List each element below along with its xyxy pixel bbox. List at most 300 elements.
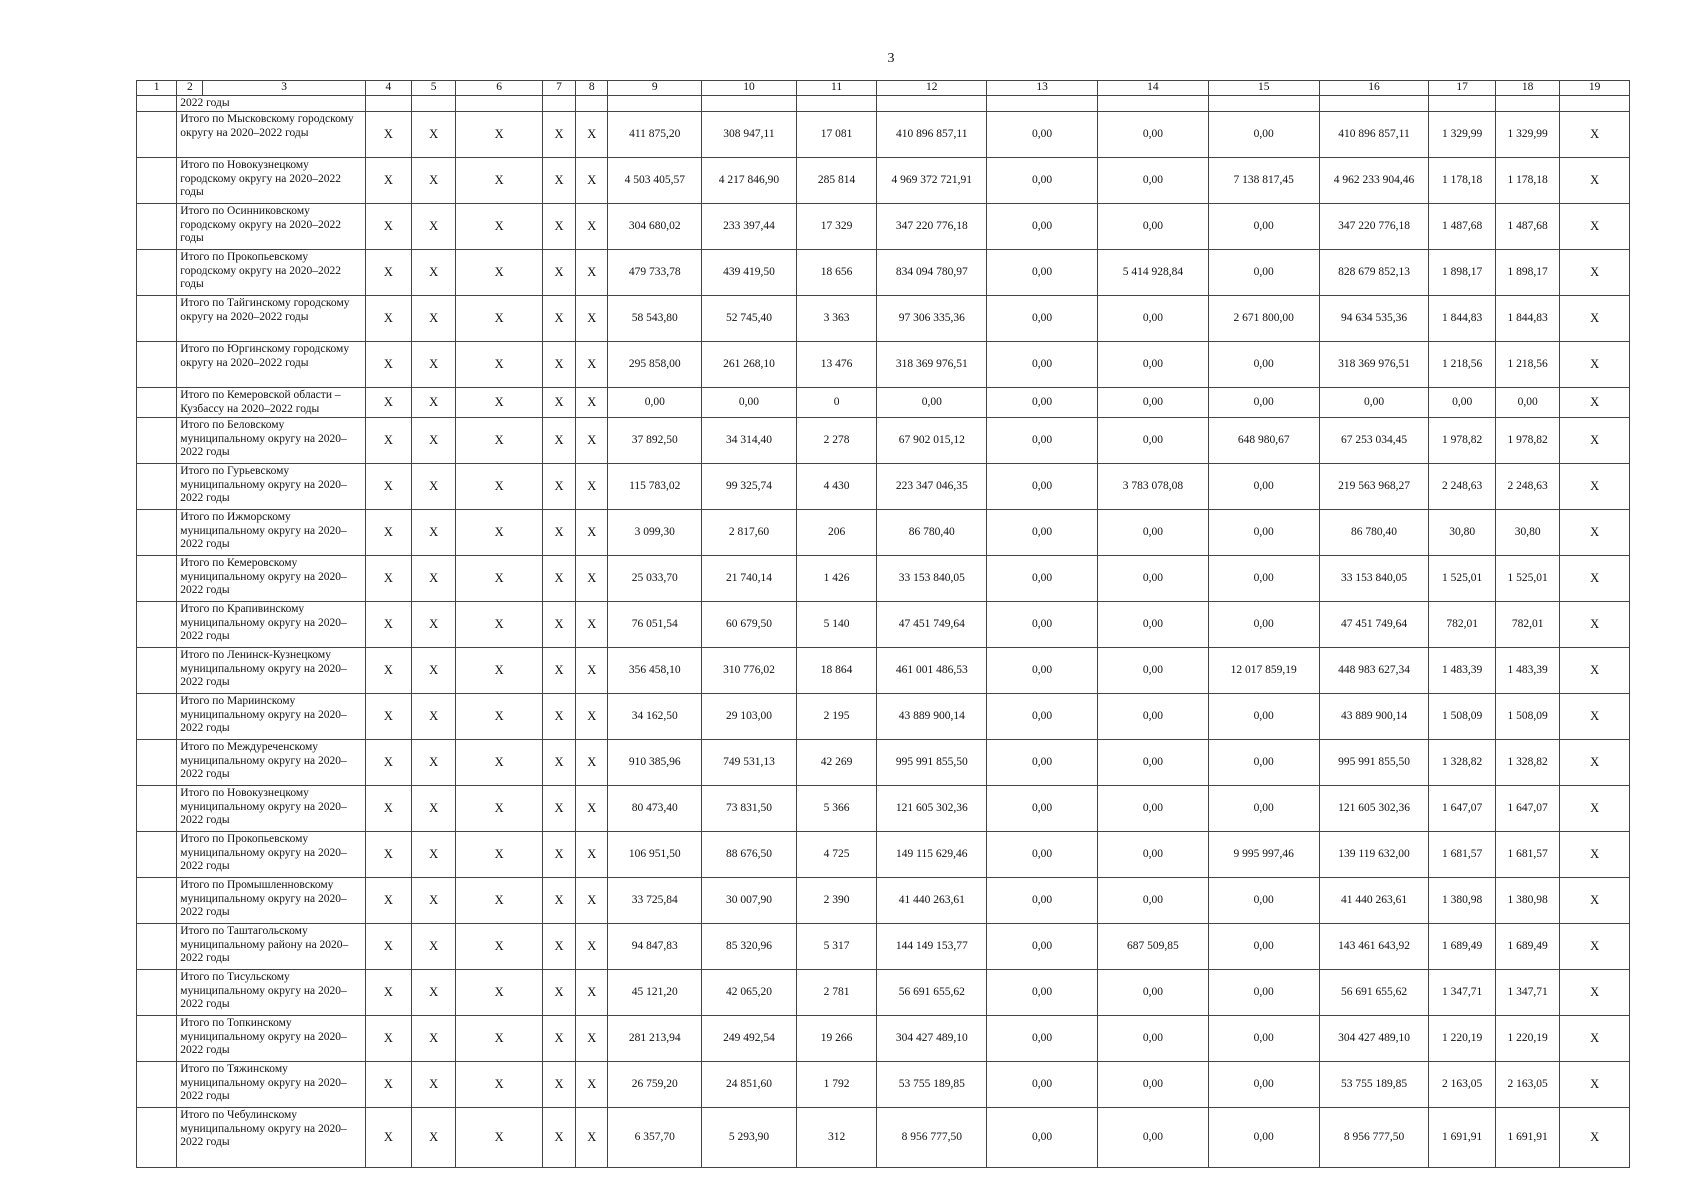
cell-col4: Х [365, 158, 411, 204]
row-number-cell [137, 418, 177, 464]
cell-col6: Х [456, 602, 543, 648]
cell-col6: Х [456, 510, 543, 556]
cell-col11: 18 864 [796, 648, 877, 694]
cell-col12: 318 369 976,51 [877, 342, 987, 388]
cell-col17: 1 487,68 [1429, 204, 1495, 250]
cell-col13: 0,00 [987, 556, 1098, 602]
cell-col18: 2 248,63 [1495, 464, 1559, 510]
cell-col5: Х [412, 970, 456, 1016]
column-header: 2 [177, 81, 203, 96]
cell-col12: 834 094 780,97 [877, 250, 987, 296]
cell-col14: 0,00 [1097, 786, 1208, 832]
cell-col14: 0,00 [1097, 694, 1208, 740]
column-header: 6 [456, 81, 543, 96]
cell-col5: Х [412, 878, 456, 924]
table-row [137, 510, 1630, 556]
cell-col11: 4 430 [796, 464, 877, 510]
cell-col13: 0,00 [987, 832, 1098, 878]
cell-col11: 1 792 [796, 1062, 877, 1108]
cell-col8: Х [576, 924, 608, 970]
cell-col7: Х [542, 1016, 575, 1062]
cell-col11: 3 363 [796, 296, 877, 342]
cell-col13: 0,00 [987, 510, 1098, 556]
cell-col15: 0,00 [1208, 1108, 1319, 1168]
cell-col10: 99 325,74 [702, 464, 797, 510]
table-row [137, 112, 1630, 158]
cell-col13: 0,00 [987, 924, 1098, 970]
cell-col13: 0,00 [987, 648, 1098, 694]
row-number-cell [137, 510, 177, 556]
cell-col6: Х [456, 648, 543, 694]
column-header: 12 [877, 81, 987, 96]
table-row [137, 648, 1630, 694]
cell-col4: Х [365, 832, 411, 878]
cell-col15: 0,00 [1208, 556, 1319, 602]
cell-col17: 2 248,63 [1429, 464, 1495, 510]
cell-col10: 439 419,50 [702, 250, 797, 296]
cell-col17: 30,80 [1429, 510, 1495, 556]
cell-col19: Х [1560, 740, 1630, 786]
cell-col8: Х [576, 878, 608, 924]
cell-col7: Х [542, 342, 575, 388]
cell-col16: 94 634 535,36 [1319, 296, 1429, 342]
cell-col8: Х [576, 648, 608, 694]
cell-col13: 0,00 [987, 602, 1098, 648]
row-number-cell [137, 832, 177, 878]
cell-col11: 2 390 [796, 878, 877, 924]
cell-col12: 4 969 372 721,91 [877, 158, 987, 204]
cell-col8: Х [576, 464, 608, 510]
cell-col14: 0,00 [1097, 648, 1208, 694]
cell-col7: Х [542, 648, 575, 694]
cell-col8: Х [576, 158, 608, 204]
cell-col5: Х [412, 832, 456, 878]
row-number-cell [137, 1016, 177, 1062]
cell-col10: 85 320,96 [702, 924, 797, 970]
cell-col12: 347 220 776,18 [877, 204, 987, 250]
cell-col16: 448 983 627,34 [1319, 648, 1429, 694]
cell-col15: 0,00 [1208, 1062, 1319, 1108]
cell-col12: 56 691 655,62 [877, 970, 987, 1016]
cell-col17: 782,01 [1429, 602, 1495, 648]
column-header: 8 [576, 81, 608, 96]
cell-col19: Х [1560, 112, 1630, 158]
cell-col13: 0,00 [987, 342, 1098, 388]
cell-col15: 2 671 800,00 [1208, 296, 1319, 342]
cell-col17: 1 328,82 [1429, 740, 1495, 786]
cell-col18: 1 220,19 [1495, 1016, 1559, 1062]
cell-col5: Х [412, 602, 456, 648]
cell-col14: 0,00 [1097, 970, 1208, 1016]
cell-col10: 0,00 [702, 388, 797, 418]
cell-col11: 18 656 [796, 250, 877, 296]
cell-col9: 26 759,20 [608, 1062, 702, 1108]
cell-col6: Х [456, 1062, 543, 1108]
cell-col5: Х [412, 510, 456, 556]
row-number-cell [137, 786, 177, 832]
cell-col13: 0,00 [987, 1062, 1098, 1108]
cell-col18: 1 689,49 [1495, 924, 1559, 970]
cell-col18: 1 898,17 [1495, 250, 1559, 296]
cell-col4: Х [365, 878, 411, 924]
cell-col11: 17 329 [796, 204, 877, 250]
cell-col6: Х [456, 418, 543, 464]
table-row [137, 878, 1630, 924]
cell-col18: 1 178,18 [1495, 158, 1559, 204]
cell-col10: 233 397,44 [702, 204, 797, 250]
cell-col16: 828 679 852,13 [1319, 250, 1429, 296]
cell-col10: 2 817,60 [702, 510, 797, 556]
cell-col17: 1 525,01 [1429, 556, 1495, 602]
row-name-cell: Итого по Таштагольскому муниципальному району на 2020–2022 годы [177, 924, 365, 970]
cell-col10: 24 851,60 [702, 1062, 797, 1108]
cell-col9: 115 783,02 [608, 464, 702, 510]
cell-col19: Х [1560, 158, 1630, 204]
cell-col6: Х [456, 112, 543, 158]
cell-col5: Х [412, 924, 456, 970]
cell-col19: Х [1560, 250, 1630, 296]
cell-col18: 2 163,05 [1495, 1062, 1559, 1108]
cell-col7: Х [542, 204, 575, 250]
cell-col17: 1 329,99 [1429, 112, 1495, 158]
cell-col9: 411 875,20 [608, 112, 702, 158]
cell-col7: Х [542, 510, 575, 556]
row-number-cell [137, 1062, 177, 1108]
cell-col15: 0,00 [1208, 250, 1319, 296]
cell-col16: 8 956 777,50 [1319, 1108, 1429, 1168]
cell-col4: Х [365, 296, 411, 342]
cell-col7: Х [542, 740, 575, 786]
cell-col4: Х [365, 1062, 411, 1108]
cell-col16: 4 962 233 904,46 [1319, 158, 1429, 204]
cell-col19: Х [1560, 388, 1630, 418]
cell-col5: Х [412, 1062, 456, 1108]
cell-col16: 121 605 302,36 [1319, 786, 1429, 832]
row-number-cell [137, 112, 177, 158]
cell-col6: Х [456, 250, 543, 296]
cell-col7: Х [542, 250, 575, 296]
cell-col18: 1 487,68 [1495, 204, 1559, 250]
cell-col8: Х [576, 1062, 608, 1108]
cell-col8: Х [576, 694, 608, 740]
row-number-cell [137, 1108, 177, 1168]
table-row [137, 694, 1630, 740]
cell-col5: Х [412, 418, 456, 464]
cell-col4: Х [365, 388, 411, 418]
cell-col17: 1 220,19 [1429, 1016, 1495, 1062]
cell-col4: Х [365, 970, 411, 1016]
column-header: 17 [1429, 81, 1495, 96]
row-name-cell: Итого по Промышленновскому муниципальному округу на 2020–2022 годы [177, 878, 365, 924]
cell-col4: Х [365, 112, 411, 158]
cell-col16: 410 896 857,11 [1319, 112, 1429, 158]
cell-col14: 5 414 928,84 [1097, 250, 1208, 296]
cell-col11: 19 266 [796, 1016, 877, 1062]
cell-col8: Х [576, 418, 608, 464]
row-number-cell [137, 464, 177, 510]
cell-col6: Х [456, 832, 543, 878]
cell-col12: 41 440 263,61 [877, 878, 987, 924]
row-number-cell [137, 250, 177, 296]
table-row [137, 1016, 1630, 1062]
cell-col15: 0,00 [1208, 602, 1319, 648]
row-name-cell: Итого по Новокузнецкому муниципальному округу на 2020–2022 годы [177, 786, 365, 832]
cell-col14: 0,00 [1097, 204, 1208, 250]
cell-col14: 3 783 078,08 [1097, 464, 1208, 510]
cell-col12: 43 889 900,14 [877, 694, 987, 740]
cell-col18: 1 218,56 [1495, 342, 1559, 388]
cell-col9: 80 473,40 [608, 786, 702, 832]
cell-col17: 1 508,09 [1429, 694, 1495, 740]
cell-col18: 1 347,71 [1495, 970, 1559, 1016]
row-name-cell: Итого по Прокопьевскому городскому округу на 2020–2022 годы [177, 250, 365, 296]
cell-col12: 0,00 [877, 388, 987, 418]
cell-col16: 219 563 968,27 [1319, 464, 1429, 510]
cell-col8: Х [576, 1108, 608, 1168]
cell-col11: 5 366 [796, 786, 877, 832]
cell-col17: 1 178,18 [1429, 158, 1495, 204]
cell-col18: 0,00 [1495, 388, 1559, 418]
cell-col18: 1 483,39 [1495, 648, 1559, 694]
cell-col11: 2 278 [796, 418, 877, 464]
table-cell [137, 96, 177, 112]
row-name-cell: Итого по Новокузнецкому городскому округу на 2020–2022 годы [177, 158, 365, 204]
cell-col15: 0,00 [1208, 740, 1319, 786]
cell-col15: 7 138 817,45 [1208, 158, 1319, 204]
cell-col5: Х [412, 158, 456, 204]
cell-col5: Х [412, 740, 456, 786]
cell-col11: 1 426 [796, 556, 877, 602]
cell-col15: 0,00 [1208, 694, 1319, 740]
row-number-cell [137, 602, 177, 648]
cell-col7: Х [542, 464, 575, 510]
cell-col13: 0,00 [987, 878, 1098, 924]
cell-col15: 12 017 859,19 [1208, 648, 1319, 694]
row-number-cell [137, 158, 177, 204]
cell-col10: 88 676,50 [702, 832, 797, 878]
cell-col8: Х [576, 786, 608, 832]
cell-col10: 29 103,00 [702, 694, 797, 740]
cell-col7: Х [542, 158, 575, 204]
cell-col10: 52 745,40 [702, 296, 797, 342]
cell-col18: 1 844,83 [1495, 296, 1559, 342]
cell-col8: Х [576, 602, 608, 648]
cell-col7: Х [542, 878, 575, 924]
cell-col12: 53 755 189,85 [877, 1062, 987, 1108]
cell-col11: 206 [796, 510, 877, 556]
table-cell [1097, 96, 1208, 112]
cell-col16: 86 780,40 [1319, 510, 1429, 556]
row-number-cell [137, 342, 177, 388]
cell-col14: 0,00 [1097, 832, 1208, 878]
cell-col12: 304 427 489,10 [877, 1016, 987, 1062]
row-name-cell: Итого по Кемеровской области – Кузбассу на 2020–2022 годы [177, 388, 365, 418]
cell-col11: 4 725 [796, 832, 877, 878]
cell-col16: 56 691 655,62 [1319, 970, 1429, 1016]
cell-col9: 25 033,70 [608, 556, 702, 602]
cell-col11: 2 781 [796, 970, 877, 1016]
column-header: 13 [987, 81, 1098, 96]
cell-col16: 995 991 855,50 [1319, 740, 1429, 786]
cell-col9: 76 051,54 [608, 602, 702, 648]
row-name-cell: Итого по Чебулинскому муниципальному округу на 2020–2022 годы [177, 1108, 365, 1168]
cell-col18: 1 328,82 [1495, 740, 1559, 786]
cell-col14: 0,00 [1097, 510, 1208, 556]
cell-col4: Х [365, 556, 411, 602]
cell-col15: 648 980,67 [1208, 418, 1319, 464]
cell-col10: 4 217 846,90 [702, 158, 797, 204]
column-number-row [137, 81, 1630, 96]
cell-col12: 8 956 777,50 [877, 1108, 987, 1168]
cell-col12: 121 605 302,36 [877, 786, 987, 832]
cell-col16: 47 451 749,64 [1319, 602, 1429, 648]
cell-col5: Х [412, 250, 456, 296]
cell-col8: Х [576, 510, 608, 556]
cell-col15: 0,00 [1208, 464, 1319, 510]
cell-col17: 0,00 [1429, 388, 1495, 418]
row-number-cell [137, 694, 177, 740]
cell-col19: Х [1560, 418, 1630, 464]
cell-col12: 995 991 855,50 [877, 740, 987, 786]
table-row [137, 418, 1630, 464]
cell-col19: Х [1560, 602, 1630, 648]
cell-col5: Х [412, 342, 456, 388]
cell-col15: 0,00 [1208, 786, 1319, 832]
column-header: 9 [608, 81, 702, 96]
cell-col6: Х [456, 878, 543, 924]
cell-col7: Х [542, 112, 575, 158]
row-name-cell: Итого по Тисульскому муниципальному округу на 2020–2022 годы [177, 970, 365, 1016]
table-row [137, 740, 1630, 786]
cell-col19: Х [1560, 924, 1630, 970]
cell-col13: 0,00 [987, 296, 1098, 342]
column-header: 1 [137, 81, 177, 96]
table-cell [542, 96, 575, 112]
row-number-cell [137, 648, 177, 694]
cell-col5: Х [412, 1108, 456, 1168]
cell-col9: 356 458,10 [608, 648, 702, 694]
column-header: 11 [796, 81, 877, 96]
cell-col16: 143 461 643,92 [1319, 924, 1429, 970]
column-header: 4 [365, 81, 411, 96]
cell-col5: Х [412, 204, 456, 250]
cell-col12: 410 896 857,11 [877, 112, 987, 158]
cell-col6: Х [456, 158, 543, 204]
cell-col16: 33 153 840,05 [1319, 556, 1429, 602]
cell-col9: 4 503 405,57 [608, 158, 702, 204]
table-cell [1429, 96, 1495, 112]
cell-col5: Х [412, 112, 456, 158]
cell-col16: 318 369 976,51 [1319, 342, 1429, 388]
cell-col13: 0,00 [987, 158, 1098, 204]
table-cell [412, 96, 456, 112]
row-name-cell: Итого по Мысковскому городскому округу на 2020–2022 годы [177, 112, 365, 158]
cell-col6: Х [456, 786, 543, 832]
cell-col19: Х [1560, 296, 1630, 342]
table-row [137, 342, 1630, 388]
cell-col8: Х [576, 204, 608, 250]
column-header: 10 [702, 81, 797, 96]
cell-col18: 1 508,09 [1495, 694, 1559, 740]
cell-col8: Х [576, 1016, 608, 1062]
cell-col15: 0,00 [1208, 204, 1319, 250]
cell-col4: Х [365, 786, 411, 832]
cell-col19: Х [1560, 464, 1630, 510]
cell-col8: Х [576, 112, 608, 158]
cell-col15: 0,00 [1208, 878, 1319, 924]
column-header: 19 [1560, 81, 1630, 96]
cell-col11: 5 317 [796, 924, 877, 970]
cell-col17: 1 689,49 [1429, 924, 1495, 970]
cell-col7: Х [542, 924, 575, 970]
cell-col13: 0,00 [987, 740, 1098, 786]
cell-col4: Х [365, 342, 411, 388]
cell-col16: 43 889 900,14 [1319, 694, 1429, 740]
cell-col4: Х [365, 740, 411, 786]
cell-col4: Х [365, 648, 411, 694]
cell-col17: 1 218,56 [1429, 342, 1495, 388]
cell-col6: Х [456, 388, 543, 418]
cell-col4: Х [365, 1016, 411, 1062]
column-header: 5 [412, 81, 456, 96]
cell-col12: 33 153 840,05 [877, 556, 987, 602]
table-row [137, 602, 1630, 648]
cell-col19: Х [1560, 342, 1630, 388]
cell-col6: Х [456, 1016, 543, 1062]
table-row [137, 1062, 1630, 1108]
cell-col9: 34 162,50 [608, 694, 702, 740]
cell-col6: Х [456, 556, 543, 602]
cell-col7: Х [542, 556, 575, 602]
cell-col17: 1 691,91 [1429, 1108, 1495, 1168]
cell-col19: Х [1560, 694, 1630, 740]
cell-col10: 308 947,11 [702, 112, 797, 158]
cell-col19: Х [1560, 204, 1630, 250]
cell-col16: 53 755 189,85 [1319, 1062, 1429, 1108]
cell-col19: Х [1560, 556, 1630, 602]
cell-col16: 41 440 263,61 [1319, 878, 1429, 924]
cell-col7: Х [542, 602, 575, 648]
cell-col13: 0,00 [987, 1016, 1098, 1062]
cell-col17: 1 380,98 [1429, 878, 1495, 924]
cell-col4: Х [365, 602, 411, 648]
cell-col19: Х [1560, 1108, 1630, 1168]
cell-col14: 0,00 [1097, 342, 1208, 388]
cell-col4: Х [365, 694, 411, 740]
row-number-cell [137, 204, 177, 250]
cell-col7: Х [542, 832, 575, 878]
table-cell [1560, 96, 1630, 112]
cell-col10: 73 831,50 [702, 786, 797, 832]
cell-col14: 0,00 [1097, 878, 1208, 924]
row-name-cell: Итого по Тяжинскому муниципальному округу на 2020–2022 годы [177, 1062, 365, 1108]
cell-col15: 0,00 [1208, 970, 1319, 1016]
cell-col5: Х [412, 786, 456, 832]
table-cell [365, 96, 411, 112]
cell-col8: Х [576, 342, 608, 388]
table-cell [456, 96, 543, 112]
row-name-cell: Итого по Ижморскому муниципальному округу на 2020–2022 годы [177, 510, 365, 556]
cell-col16: 139 119 632,00 [1319, 832, 1429, 878]
cell-col9: 94 847,83 [608, 924, 702, 970]
cell-col11: 13 476 [796, 342, 877, 388]
cell-col6: Х [456, 296, 543, 342]
cell-col5: Х [412, 648, 456, 694]
cell-col12: 144 149 153,77 [877, 924, 987, 970]
cell-col17: 2 163,05 [1429, 1062, 1495, 1108]
column-header: 18 [1495, 81, 1559, 96]
cell-col13: 0,00 [987, 388, 1098, 418]
